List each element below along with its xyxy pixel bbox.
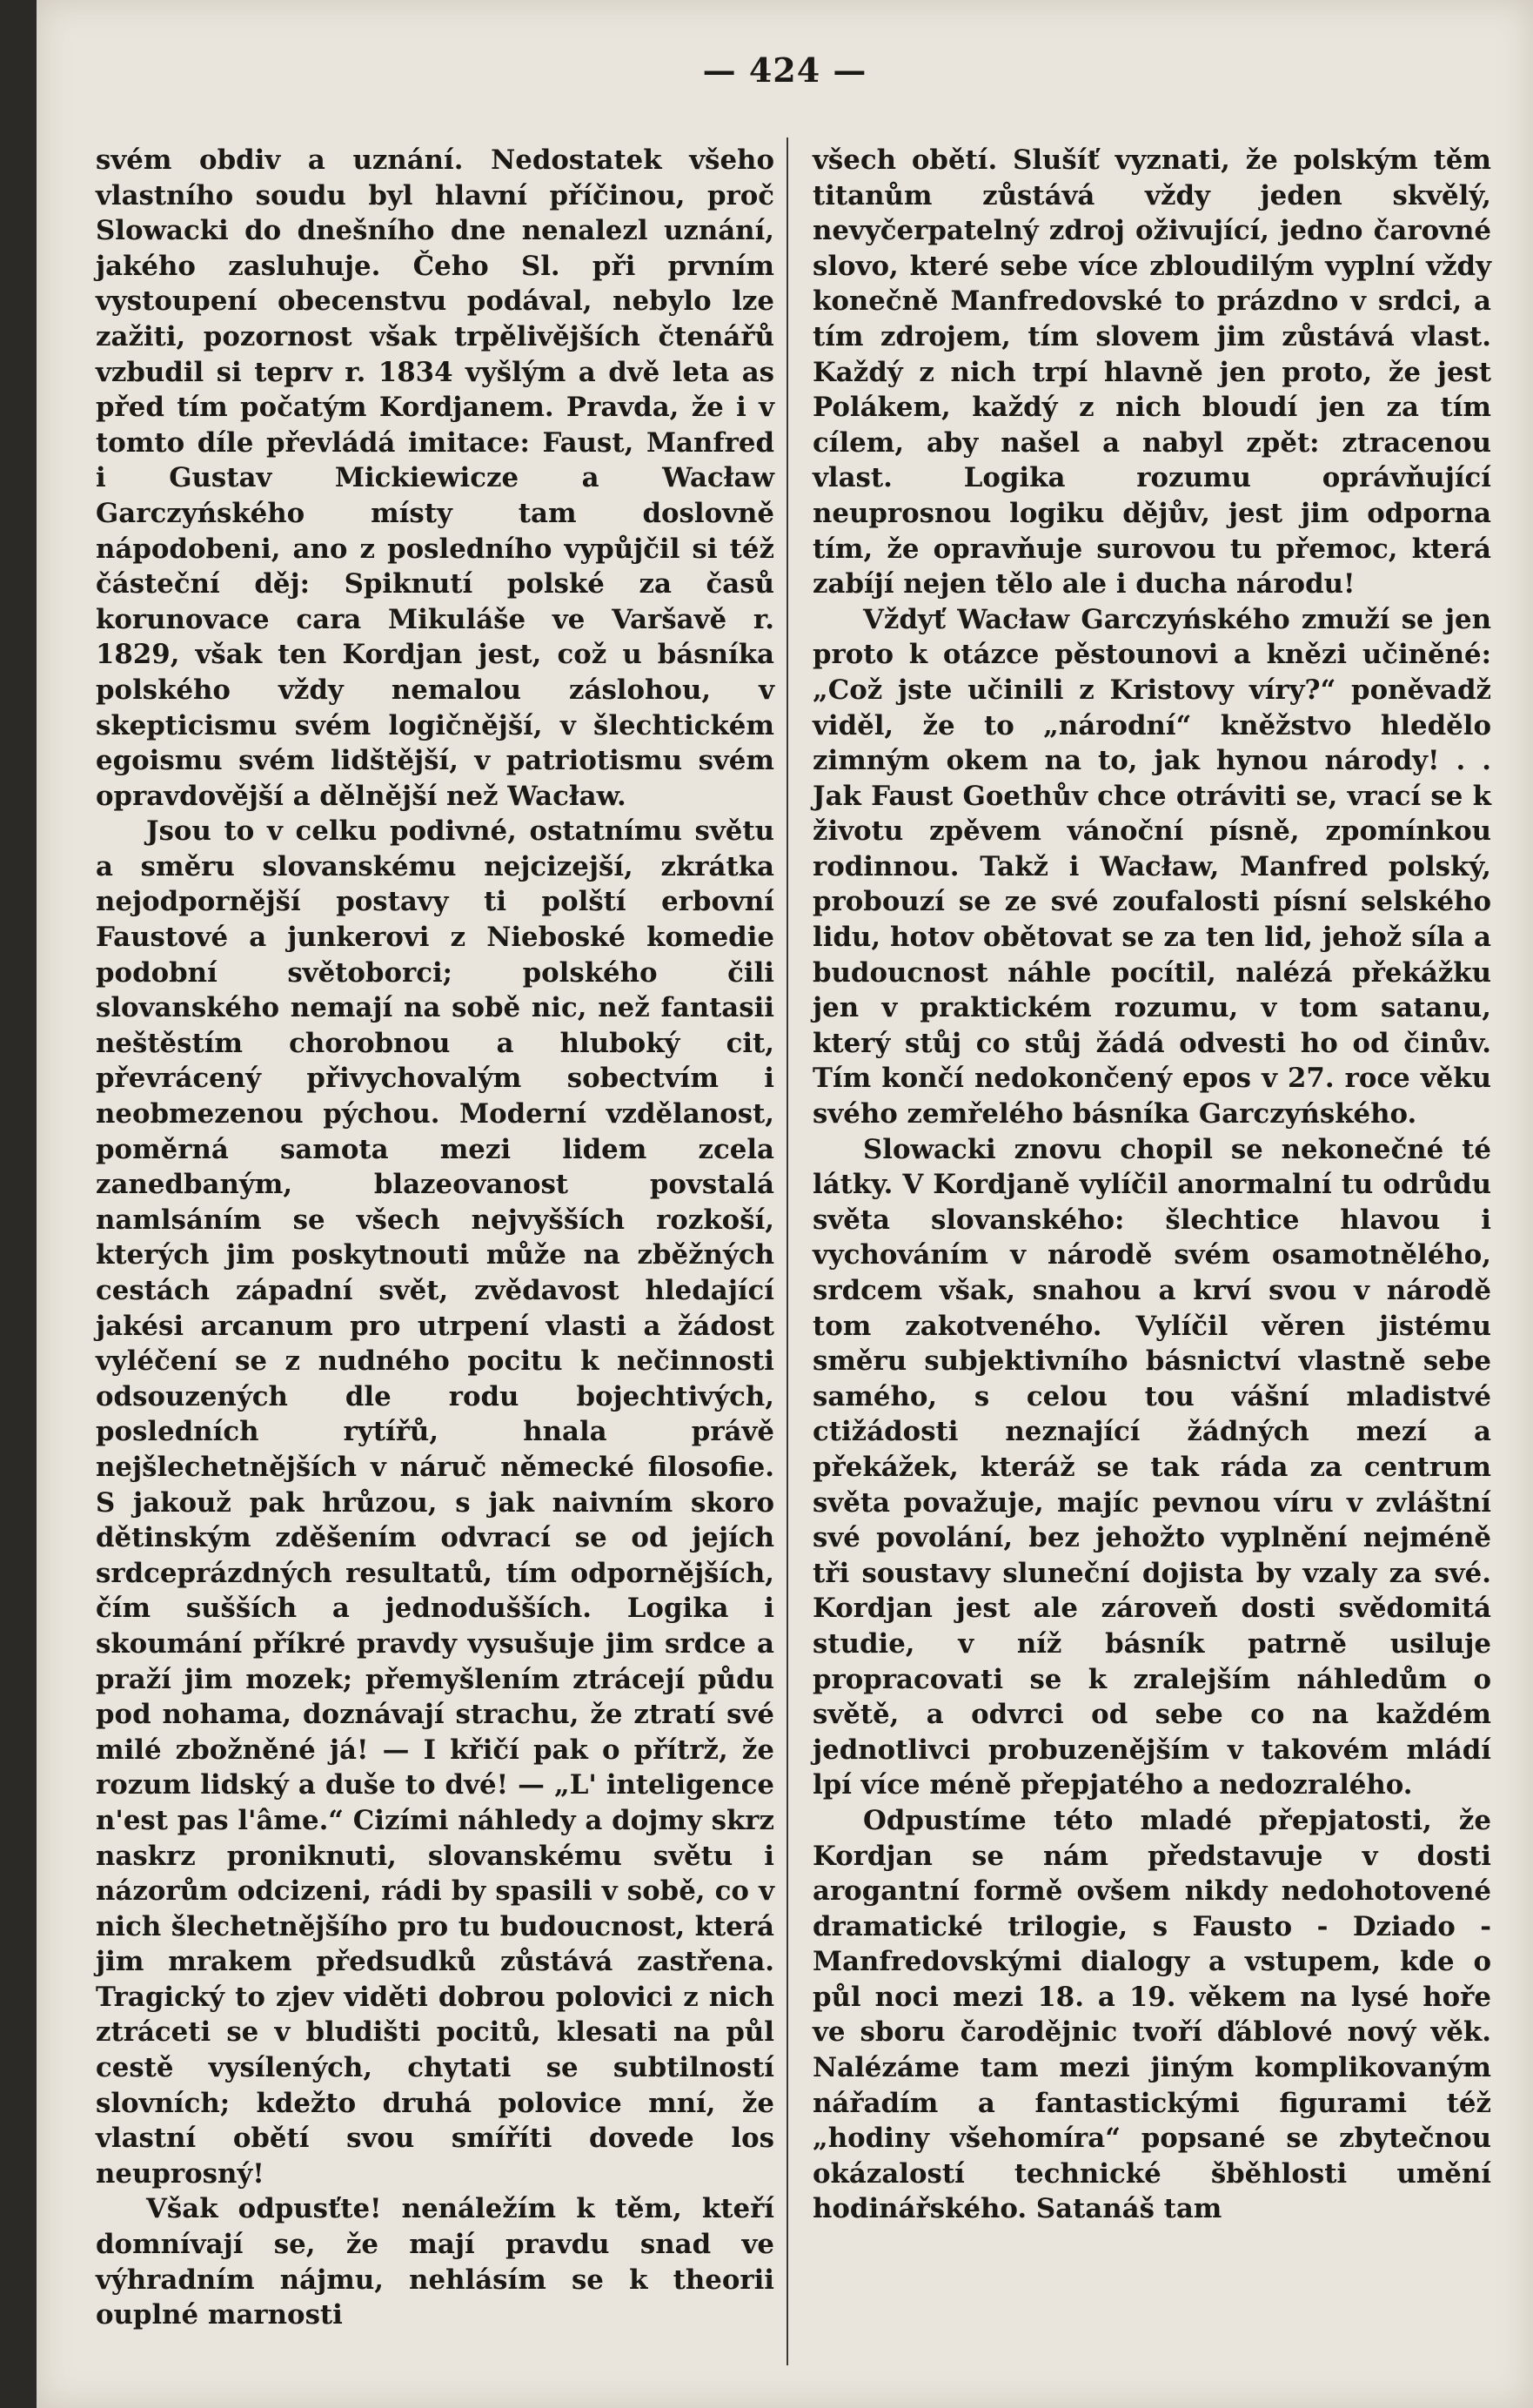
book-page [37, 0, 1533, 2408]
left-column [96, 143, 774, 2333]
left-paragraph-1: svém obdiv a uznání. Nedostatek všeho vlastního soudu byl hlavní příčinou, proč Slowacki do dnešního dne nenalezl uznání, jakého zasluhuje. Čeho Sl. při prvním vystoupení obecenstvu podával, nebylo lze zažiti, pozornost však trpělivějších čtenářů vzbudil si teprv r. 1834 vyšlým a dvě leta as před tím počatým Kordjanem. Pravda, že i v tomto díle převládá imitace: Faust, Manfred i Gustav Mickiewicze a Wacław Garczyńského místy tam doslovně nápodobeni, ano z posledního vypůjčil si též částeční děj: Spiknutí polské za časů korunovace cara Mikuláše ve Varšavě r. 1829, však ten Kordjan jest, což u básníka polského vždy nemalou záslohou, v skepticismu svém logičnější, v šlechtickém egoismu svém lidštější, v patriotismu svém opravdovější a dělnější než Wacław. [96, 144, 774, 812]
page-number: — 424 — [702, 50, 867, 90]
right-paragraph-3: Slowacki znovu chopil se nekonečné té látky. V Kordjaně vylíčil anormalní tu odrůdu světa slovanského: šlechtice hlavou i vychováním v národě svém osamotnělého, srdcem však, snahou a krví svou v národě tom zakotveného. Vylíčil věren jistému směru subjektivního básnictví vlastně sebe samého, s celou tou vášní mladistvé ctižádosti neznající žádných mezí a překážek, kteráž se tak ráda za centrum světa považuje, majíc pevnou víru v zvláštní své povolání, bez jehožto vyplnění nejméně tři soustavy sluneční dojista by vzaly za své. Kordjan jest ale zároveň dosti svědomitá studie, v níž básník patrně usiluje propracovati se k zralejším náhledům o světě, a odvrci od sebe co na každém jednotlivci probuzenějším v takovém mládí lpí více méně přepjatého a nedozralého. [813, 1133, 1491, 1801]
left-paragraph-2: Jsou to v celku podivné, ostatnímu světu a směru slovanskému nejcizejší, zkrátka nejodpornější postavy ti polští erbovní Faustové a junkerovi z Nieboské komedie podobní světoborci; polského čili slovanského nemají na sobě nic, než fantasii neštěstím chorobnou a hluboký cit, převrácený přivychovalým sobectvím i neobmezenou pýchou. Moderní vzdělanost, poměrná samota mezi lidem zcela zanedbaným, blazeovanost povstalá namlsáním se všech nejvyšších rozkoší, kterých jim poskytnouti může na zběžných cestách západní svět, zvědavost hledající jakési arcanum pro utrpení vlasti a žádost vyléčení se z nudného pocitu k nečinnosti odsouzených dle rodu bojechtivých, posledních rytířů, hnala právě nejšlechetnějších v náruč německé filosofie. S jakouž pak hrůzou, s jak naivním skoro dětinským zděšením odvrací se od jejích srdceprázdných resultatů, tím odpornějších, čím sušších a jednodušších. Logika i skoumání příkré pravdy vysušuje jim srdce a praží jim mozek; přemyšlením ztrácejí půdu pod nohama, doznávají strachu, že ztratí své milé zbožněné já! — I křičí pak o přítrž, že rozum lidský a duše to dvé! — „L' inteligence n'est pas l'âme.“ Cizími náhledy a dojmy skrz naskrz proniknuti, slovanskému světu i názorům odcizeni, rádi by spasili v sobě, co v nich šlechetnějšího pro tu budoucnost, která jim mrakem předsudků zůstává zastřena. Tragický to zjev viděti dobrou polovici z nich ztráceti se v bludišti pocitů, klesati na půl cestě vysílených, chytati se subtilností slovních; kdežto druhá polovice mní, že vlastní obětí svou smíříti dovede los neuprosný! [96, 815, 774, 2190]
right-column [813, 143, 1491, 2227]
column-divider [787, 138, 788, 2365]
left-paragraph-3: Však odpusťte! nenáležím k těm, kteří domnívají se, že mají pravdu snad ve výhradním nájmu, nehlásím se k theorii ouplné marnosti [96, 2193, 774, 2331]
right-paragraph-4: Odpustíme této mladé přepjatosti, že Kordjan se nám představuje v dosti arogantní formě ovšem nikdy nedohotovené dramatické trilogie, s Fausto - Dziado - Manfredovskými dialogy a vstupem, kde o půl noci mezi 18. a 19. věkem na lysé hoře ve sboru čarodějnic tvoří ďáblové nový věk. Nalézáme tam mezi jiným komplikovaným nářadím a fantastickými figurami též „hodiny všehomíra“ popsané se zbytečnou okázalostí technické šběhlosti umění hodinářského. Satanáš tam [813, 1804, 1491, 2225]
right-paragraph-1: všech obětí. Slušíť vyznati, že polským těm titanům zůstává vždy jeden skvělý, nevyčerpatelný zdroj oživující, jedno čarovné slovo, které sebe více zbloudilým vyplní vždy konečně Manfredovské to prázdno v srdci, a tím zdrojem, tím slovem jim zůstává vlast. Každý z nich trpí hlavně jen proto, že jest Polákem, každý z nich bloudí jen za tím cílem, aby našel a nabyl zpět: ztracenou vlast. Logika rozumu oprávňující neuprosnou logiku dějův, jest jim odporna tím, že opravňuje surovou tu přemoc, která zabíjí nejen tělo ale i ducha národu! [813, 144, 1491, 600]
right-paragraph-2: Vždyť Wacław Garczyńského zmuží se jen proto k otázce pěstounovi a knězi učiněné: „Což jste učinili z Kristovy víry?“ poněvadž viděl, že to „národní“ kněžstvo hledělo zimným okem na to, jak hynou národy! . . Jak Faust Goethův chce otráviti se, vrací se k životu zpěvem vánoční písně, zpomínkou rodinnou. Takž i Wacław, Manfred polský, probouzí se ze své zoufalosti písní selského lidu, hotov obětovat se za ten lid, jehož síla a budoucnost náhle pocítil, nalézá překážku jen v praktickém rozumu, v tom satanu, který stůj co stůj žádá odvesti ho od činův. Tím končí nedokončený epos v 27. roce věku svého zemřelého básníka Garczyńského. [813, 603, 1491, 1130]
